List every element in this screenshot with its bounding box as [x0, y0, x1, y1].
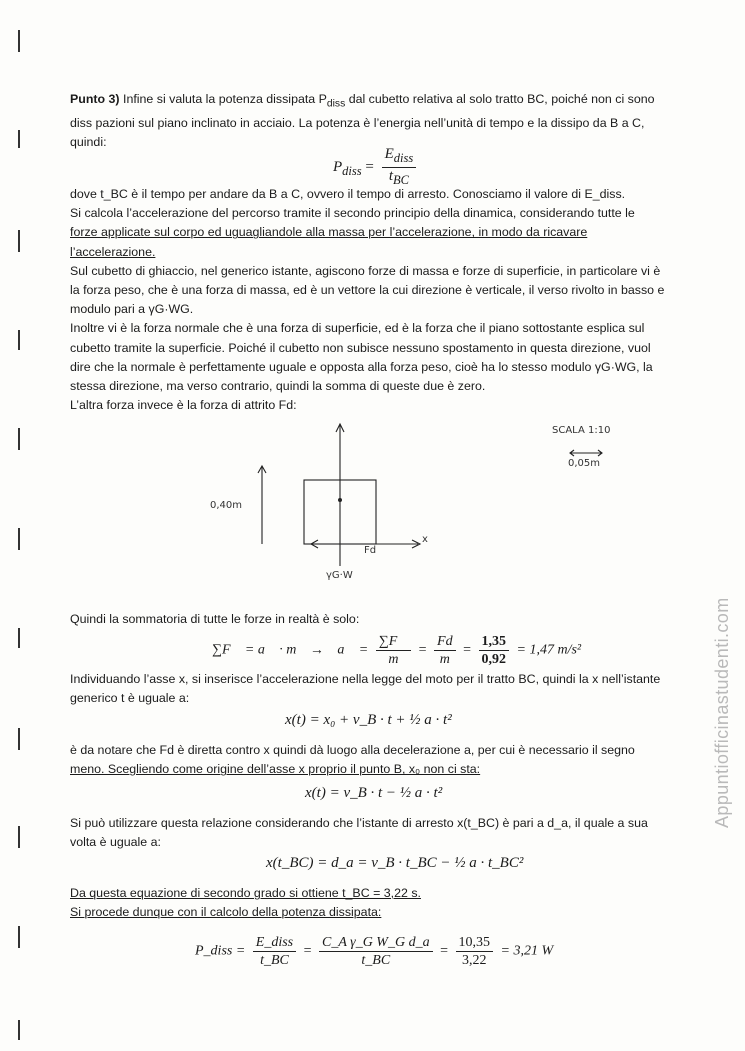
- intro-line-1-end: dal cubetto relativa al solo tratto BC, poiché non ci sono: [345, 92, 655, 106]
- margin-mark: [18, 628, 20, 648]
- section-title: Punto 3): [70, 92, 120, 106]
- equation-stop-distance: x(t_BC) = d_a = v_B · t_BC − ½ a · t_BC²: [266, 855, 524, 871]
- body-line: generico t è uguale a:: [70, 691, 190, 706]
- body-line: Sul cubetto di ghiaccio, nel generico istante, agiscono forze di massa e forze di superficie, in particolare vi è: [70, 263, 661, 278]
- sum-forces-intro: Quindi la sommatoria di tutte le forze in realtà è solo:: [70, 612, 360, 626]
- watermark: Appuntiofficinastudenti.com: [712, 597, 732, 828]
- body-line: l’accelerazione.: [70, 244, 156, 259]
- deceleration-paragraph: [70, 741, 670, 779]
- body-line: meno. Scegliendo come origine dell’asse x proprio il punto B, x₀ non ci sta:: [70, 762, 481, 777]
- equation-acceleration: ∑F⃗ = a⃗ · m → a⃗ = $\frac{\sum F⃗}{m}$ = $\frac{Fd}{m}$ = $\frac{1,35}{0,92}$ = 1,47 m/s²: [212, 634, 582, 667]
- scale-value: 0,05m: [568, 458, 601, 469]
- equation-motion-law: x(t) = x₀ + v_B · t + ½ a · t²: [285, 712, 452, 728]
- body-line: stessa direzione, ma verso contrario, quindi la somma di queste due è zero.: [70, 379, 486, 394]
- weight-label: γG·W: [326, 570, 353, 581]
- friction-label: Fd: [364, 545, 377, 556]
- fraction: $\frac{E_{diss}}{t_{BC}}$: [382, 146, 417, 189]
- body-line: dove t_BC è il tempo per andare da B a C, ovvero il tempo di arresto. Conosciamo il valore di E_diss.: [70, 187, 626, 201]
- margin-mark: [18, 926, 20, 948]
- intro-line-1: Infine si valuta la potenza dissipata P: [119, 92, 327, 106]
- body-line: Si procede dunque con il calcolo della potenza dissipata:: [70, 905, 382, 920]
- body-line: Da questa equazione di secondo grado si ottiene t_BC = 3,22 s.: [70, 886, 421, 900]
- result-paragraph: [70, 884, 670, 922]
- equation-motion-from-b: x(t) = v_B · t − ½ a · t²: [305, 785, 443, 801]
- equation-power-definition: $P_{diss}$ = $\frac{E_{diss}}{t_{BC}}$: [333, 146, 420, 189]
- body-line: dire che la normale è perfettamente uguale e opposta alla forza peso, cioè ha lo stesso modulo γG·WG, la: [70, 359, 653, 374]
- body-line: la forza peso, che è una forza di massa, ed è un vettore la cui direzione è verticale, il verso rivolto in basso e: [70, 283, 665, 298]
- intro-line-3: quindi:: [70, 134, 107, 149]
- stop-instant-paragraph: [70, 814, 670, 852]
- body-line: è da notare che Fd è diretta contro x quindi dà luogo alla decelerazione a, per cui è necessario il segno: [70, 743, 635, 757]
- body-line: Individuando l’asse x, si inserisce l’accelerazione nella legge del moto per il tratto BC, quindi la x nell’istante: [70, 672, 661, 686]
- margin-mark: [18, 826, 20, 848]
- body-line: volta è uguale a:: [70, 835, 161, 850]
- body-line: Si calcola l’accelerazione del percorso tramite il secondo principio della dinamica, considerando tutte le: [70, 206, 635, 221]
- body-line: Si può utilizzare questa relazione considerando che l’istante di arresto x(t_BC) è pari a d_a, il quale a sua: [70, 816, 648, 830]
- intro-line-1-sub: diss: [326, 98, 346, 110]
- motion-law-paragraph: [70, 670, 670, 708]
- body-line: Inoltre vi è la forza normale che è una forza di superficie, ed è la forza che il piano sottostante esplica sul: [70, 321, 645, 336]
- body-line: forze applicate sul corpo ed uguagliandole alla massa per l’accelerazione, in modo da ricavare: [70, 225, 588, 240]
- equation-dissipated-power: P_diss = $\frac{\text{E\_diss}}{t\_BC}$ = $\frac{\text{C\_A γ\_G W\_G d\_a}}{t\_BC}$ = $\frac{10,35}{3,22}$ = 3,21 W: [195, 935, 554, 968]
- intro-line-2: diss pazioni sul piano inclinato in acciaio. La potenza è l’energia nell’unità di tempo e la dissipo da B a C,: [70, 115, 645, 130]
- body-line: cubetto tramite la superficie. Poiché il cubetto non subisce nessuno spostamento in questa direzione, vuol: [70, 340, 651, 355]
- body-line: modulo pari a γG·WG.: [70, 302, 194, 317]
- margin-mark: [18, 728, 20, 750]
- x-axis-label: x: [422, 534, 428, 545]
- scale-label: SCALA 1:10: [552, 425, 611, 436]
- height-label: 0,40m: [210, 500, 243, 511]
- margin-mark: [18, 1020, 20, 1040]
- body-line: L’altra forza invece è la forza di attrito Fd:: [70, 398, 297, 413]
